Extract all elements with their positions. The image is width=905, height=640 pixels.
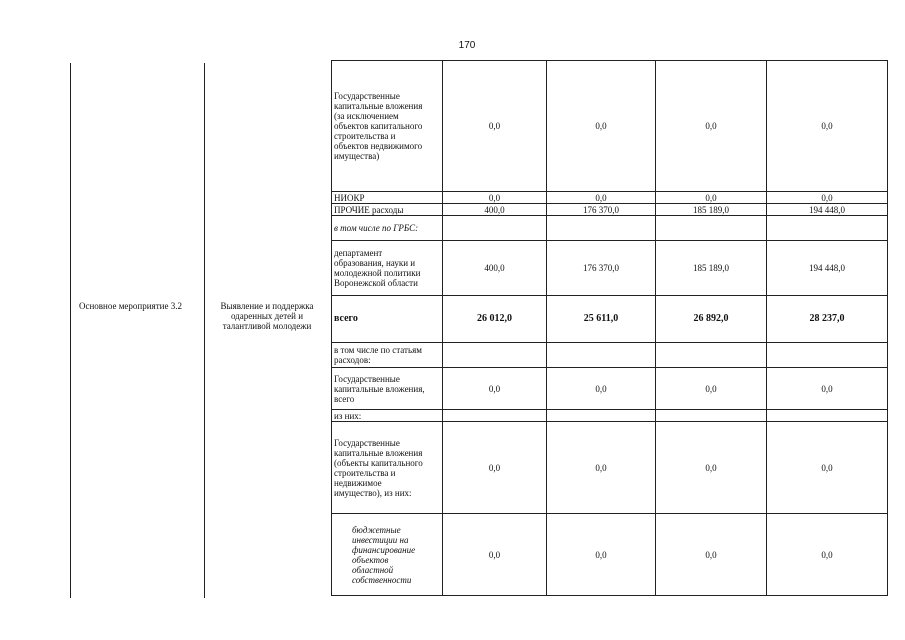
cell-value [443,216,547,241]
row-label [332,368,443,410]
label-line: капитальные вложения [334,101,423,111]
label-line: инвестиции на [352,534,409,545]
measure-label: Основное мероприятие 3.2 [79,301,182,311]
measure-title-line: Выявление и поддержка [220,301,314,311]
cell-value: 185 189,0 [656,204,767,216]
cell-value: 0,0 [443,514,547,596]
cell-value: 0,0 [767,368,888,410]
label-line: капитальные вложения, [334,383,425,394]
label-line: из них: [334,410,362,421]
page-number: 170 [458,40,476,51]
label-line: в том числе по статьям [334,345,422,355]
cell-value: 0,0 [547,422,656,514]
cell-value: 0,0 [656,514,767,596]
table-row [332,296,888,343]
measure-title [208,301,326,331]
label-line: образования, науки и [334,258,416,268]
row-label [332,216,443,241]
table-row [332,368,888,410]
cell-value: 0,0 [443,61,547,192]
left-column-border [70,63,71,598]
table-row [332,241,888,296]
row-label [332,192,443,204]
label-line: имущества) [334,151,380,161]
label-line: ПРОЧИЕ расходы [334,204,404,215]
label-line: Государственные [334,373,400,384]
row-label [332,410,443,422]
cell-value: 0,0 [443,192,547,204]
label-line: капитальные вложения [334,447,423,458]
cell-value: 0,0 [547,514,656,596]
cell-value: 0,0 [547,192,656,204]
cell-value: 0,0 [767,61,888,192]
row-label [332,204,443,216]
cell-value [656,410,767,422]
row-label [332,61,443,192]
table-row [332,343,888,368]
row-label [332,514,443,596]
measure-title-line: одаренных детей и [230,311,304,321]
label-line: (объекты капитального [334,457,423,468]
cell-value: 0,0 [547,61,656,192]
cell-value [443,410,547,422]
label-line: объектов недвижимого [334,141,423,151]
label-line: НИОКР [334,192,365,203]
cell-value: 28 237,0 [767,296,888,343]
cell-value: 176 370,0 [547,204,656,216]
cell-value [767,410,888,422]
cell-value: 194 448,0 [767,204,888,216]
table-row [332,204,888,216]
cell-value [656,216,767,241]
cell-value: 400,0 [443,204,547,216]
cell-value: 0,0 [656,422,767,514]
cell-value [547,216,656,241]
cell-value: 0,0 [656,192,767,204]
row-label [332,241,443,296]
cell-value [443,343,547,368]
label-line: бюджетные [352,524,401,535]
label-line: объектов [352,554,389,565]
cell-value: 400,0 [443,241,547,296]
label-line: объектов капитального [334,121,423,131]
label-line: финансирование [352,544,416,555]
label-line: строительства и [334,131,396,141]
label-line: Воронежской области [334,278,418,288]
table-row [332,514,888,596]
cell-value: 0,0 [767,192,888,204]
cell-value: 0,0 [443,368,547,410]
label-line: Государственные [334,437,400,448]
table-row [332,410,888,422]
label-line: всего [334,313,358,324]
label-line: собственности [352,574,412,585]
row-label [332,422,443,514]
measure-title-line: талантливой молодежи [222,321,312,331]
cell-value: 185 189,0 [656,241,767,296]
cell-value: 26 012,0 [443,296,547,343]
row-label [332,343,443,368]
financing-table [331,60,888,596]
label-line: расходов: [334,355,371,365]
label-line: строительства и [334,467,396,478]
middle-column-border [204,63,205,598]
label-line: Государственные [334,91,400,101]
cell-value: 25 611,0 [547,296,656,343]
cell-value [767,216,888,241]
cell-value: 0,0 [767,514,888,596]
cell-value [767,343,888,368]
cell-value [547,343,656,368]
cell-value [656,343,767,368]
cell-value: 0,0 [656,61,767,192]
cell-value: 26 892,0 [656,296,767,343]
label-line: (за исключением [334,111,399,121]
label-line: имущество), из них: [334,487,412,498]
cell-value: 0,0 [443,422,547,514]
cell-value [547,410,656,422]
cell-value: 0,0 [547,368,656,410]
label-line: департамент [334,248,383,258]
table-row [332,216,888,241]
label-line: всего [334,393,355,404]
cell-value: 0,0 [656,368,767,410]
cell-value: 194 448,0 [767,241,888,296]
label-line: молодежной политики [334,268,421,278]
cell-value: 0,0 [767,422,888,514]
table-row [332,422,888,514]
table-row [332,192,888,204]
label-line: недвижимое [334,477,382,488]
table-row [332,61,888,192]
label-line: областной [352,564,394,575]
label-line: в том числе по ГРБС: [334,223,419,233]
row-label [332,296,443,343]
cell-value: 176 370,0 [547,241,656,296]
